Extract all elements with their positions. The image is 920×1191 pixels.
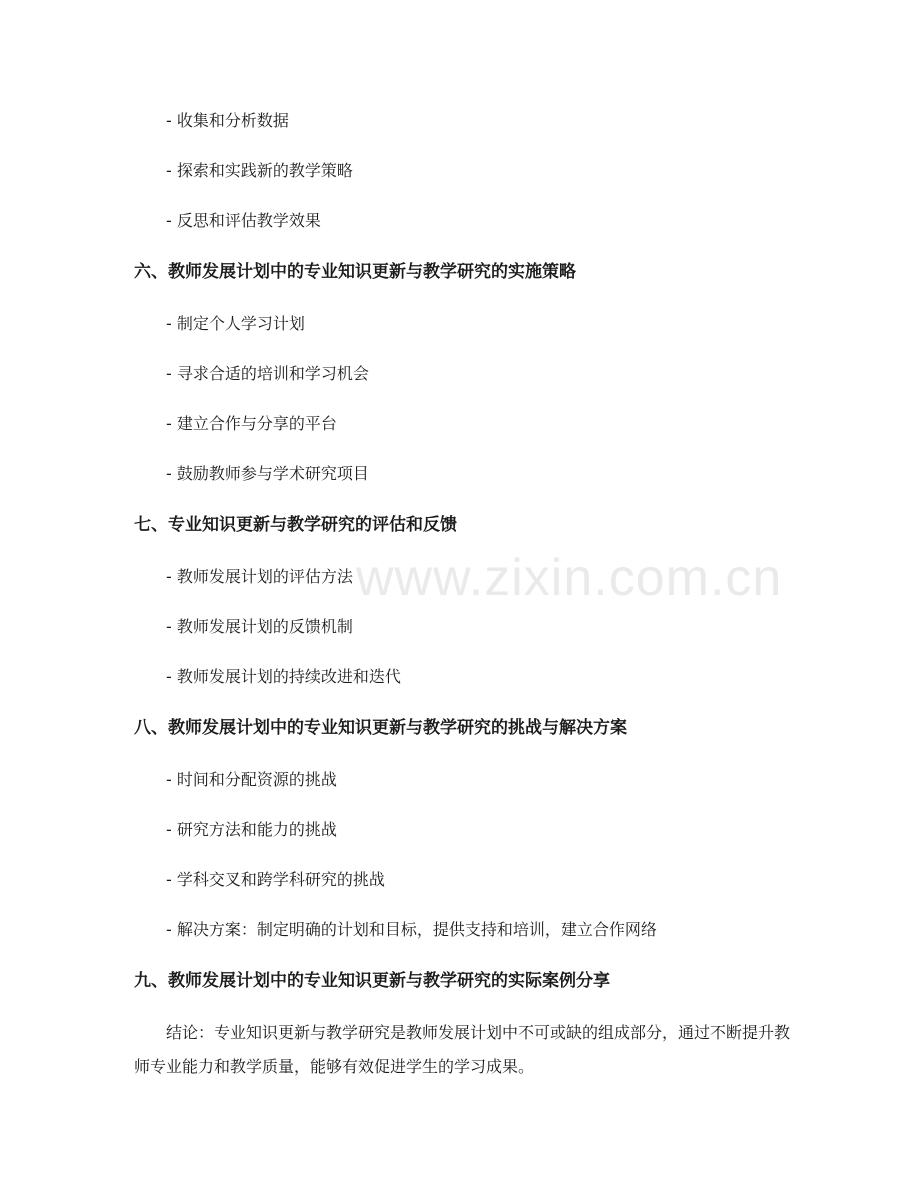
conclusion-paragraph: 结论：专业知识更新与教学研究是教师发展计划中不可或缺的组成部分，通过不断提升教师专业能力和教学质量，能够有效促进学生的学习成果。 <box>134 1023 791 1076</box>
list-item: - 制定个人学习计划 <box>166 314 305 333</box>
list-item: - 教师发展计划的评估方法 <box>166 567 353 586</box>
section-heading: 七、专业知识更新与教学研究的评估和反馈 <box>134 515 457 535</box>
list-item: - 探索和实践新的教学策略 <box>166 161 353 180</box>
list-item: - 研究方法和能力的挑战 <box>166 820 337 839</box>
list-item: - 解决方案：制定明确的计划和目标，提供支持和培训，建立合作网络 <box>166 920 657 939</box>
section-heading: 九、教师发展计划中的专业知识更新与教学研究的实际案例分享 <box>134 971 610 991</box>
list-item: - 建立合作与分享的平台 <box>166 414 337 433</box>
list-item: - 时间和分配资源的挑战 <box>166 770 337 789</box>
list-item: - 教师发展计划的持续改进和迭代 <box>166 667 401 686</box>
watermark: www.zixin.com.cn <box>356 549 783 607</box>
section-heading: 八、教师发展计划中的专业知识更新与教学研究的挑战与解决方案 <box>134 718 627 738</box>
list-item: - 鼓励教师参与学术研究项目 <box>166 464 369 483</box>
list-item: - 收集和分析数据 <box>166 111 289 130</box>
list-item: - 学科交叉和跨学科研究的挑战 <box>166 870 385 889</box>
list-item: - 教师发展计划的反馈机制 <box>166 617 353 636</box>
list-item: - 寻求合适的培训和学习机会 <box>166 364 369 383</box>
list-item: - 反思和评估教学效果 <box>166 211 321 230</box>
section-heading: 六、教师发展计划中的专业知识更新与教学研究的实施策略 <box>134 262 576 282</box>
